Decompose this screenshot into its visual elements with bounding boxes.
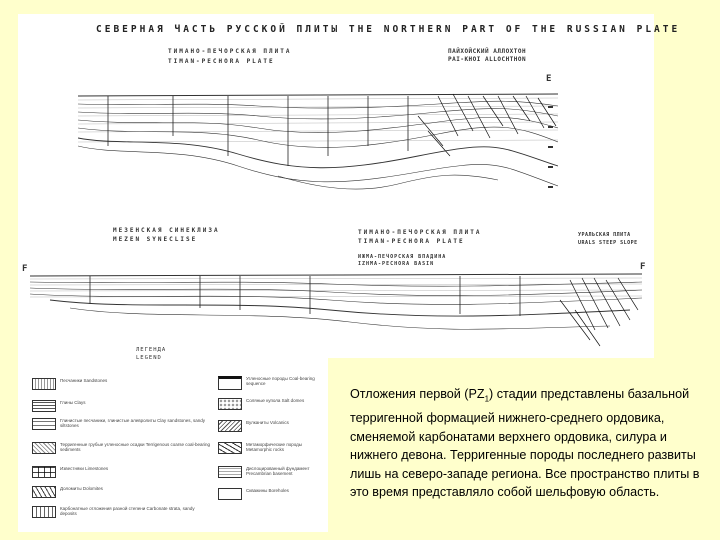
text-panel: [328, 358, 720, 540]
sandstone-swatch: [32, 378, 56, 390]
coal-swatch: [218, 376, 242, 390]
upper-label: E: [546, 74, 554, 84]
basin-title-ru: ИЖМА-ПЕЧОРСКАЯ ВПАДИНА: [358, 254, 447, 260]
legend-item: Терригенные грубые угленосные осадки Terrigenous coarse coal-bearing sediments: [32, 442, 212, 454]
legend-item: Соляные купола Salt domes: [218, 398, 318, 410]
lower-left-title-ru: МЕЗЕНСКАЯ СИНЕКЛИЗА: [113, 227, 220, 234]
borehole-swatch: [218, 488, 242, 500]
carbonate-swatch: [32, 506, 56, 518]
limestone-swatch: [32, 466, 56, 478]
lower-cross-section: [30, 270, 642, 350]
legend-item: Песчаники Sandstones: [32, 378, 107, 390]
legend-item: Известняки Limestones: [32, 466, 108, 478]
basement-swatch: [218, 466, 242, 478]
clay-swatch: [32, 400, 56, 412]
upper-cross-section: [78, 76, 558, 206]
legend-item: Скважины Boreholes: [218, 488, 318, 500]
dolomite-swatch: [32, 486, 56, 498]
volcanics-swatch: [218, 420, 242, 432]
legend-title-en: LEGEND: [136, 355, 162, 361]
lower-mid-title-en: TIMAN-PECHORA PLATE: [358, 238, 465, 245]
upper-right-title-ru: ПАЙХОЙСКИЙ АЛЛОХТОН: [448, 48, 527, 55]
salt-dome-swatch: [218, 398, 242, 410]
legend-title-ru: ЛЕГЕНДА: [136, 347, 167, 353]
lower-left-label: F: [22, 264, 30, 274]
clay-sandstone-swatch: [32, 418, 56, 430]
legend-item: Глинистые песчаники, глинистые алевролиты Clay sandstones, sandy siltstones: [32, 418, 212, 430]
lower-mid-title-ru: ТИМАНО-ПЕЧОРСКАЯ ПЛИТА: [358, 229, 482, 236]
legend-item: Дислоцированный фундамент Precambrian basement: [218, 466, 328, 478]
legend-item: Угленосные породы Coal-bearing sequence: [218, 376, 318, 390]
legend-item: Метаморфические породы Metamorphic rocks: [218, 442, 328, 454]
lower-right-title-ru: УРАЛЬСКАЯ ПЛИТА: [578, 232, 631, 238]
legend-item: Глины Clays: [32, 400, 86, 412]
legend-item: Вулканиты Volcanics: [218, 420, 318, 432]
upper-right-title-en: PAI-KHOI ALLOCHTHON: [448, 56, 527, 63]
metamorphic-swatch: [218, 442, 242, 454]
upper-title-ru: ТИМАНО-ПЕЧОРСКАЯ ПЛИТА: [168, 48, 292, 55]
basin-title-en: IZHMA-PECHORA BASIN: [358, 261, 435, 267]
upper-title-en: TIMAN-PECHORA PLATE: [168, 58, 275, 65]
coarse-sediment-swatch: [32, 442, 56, 454]
legend-item: Карбонатные отложения разной степени Carbonate strata, sandy deposits: [32, 506, 212, 518]
lower-left-title-en: MEZEN SYNECLISE: [113, 236, 198, 243]
lower-right-title-en: URALS STEEP SLOPE: [578, 240, 638, 246]
body-paragraph: Отложения первой $(PZ_1)$ стадии представлены базальной терригенной формацией нижнего-среднего ордовика, сменяемой карбонатами верхнего ордовика, силура и нижнего девона. Терригенные породы последнего развиты лишь на северо-западе региона. Все пространство плиты в это время представляло собой шельфовую область.: [350, 387, 700, 500]
lower-right-label: F: [640, 262, 648, 272]
legend-item: Доломиты Dolomites: [32, 486, 103, 498]
figure-title: СЕВЕРНАЯ ЧАСТЬ РУССКОЙ ПЛИТЫ THE NORTHERN PART OF THE RUSSIAN PLATE: [96, 24, 681, 35]
